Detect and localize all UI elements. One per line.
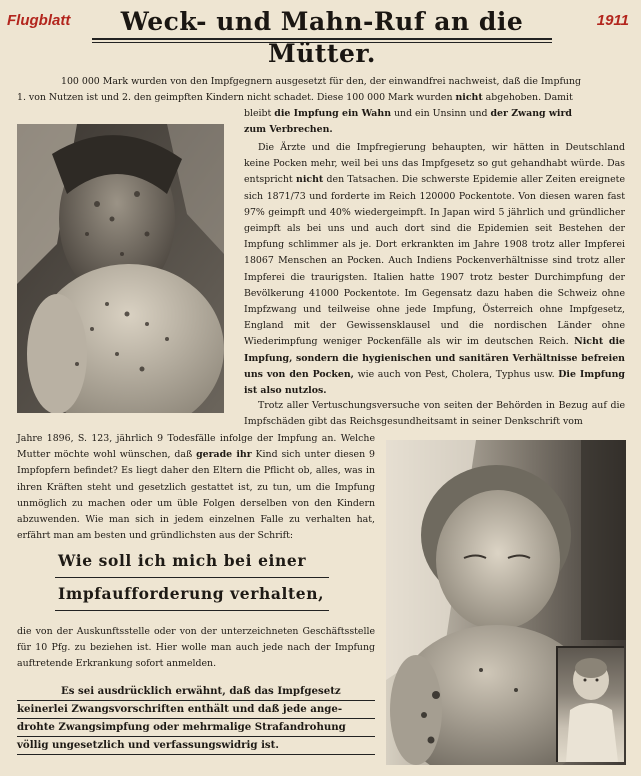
parents-duty-text	[17, 431, 375, 544]
parents-duty-span: Jahre 1896, S. 123, jährlich 9 Todesfälle infolge der Impfung an. Welche Mutter möchte wohl wünschen, daß	[17, 433, 375, 461]
intro-emphasis: der Zwang wird	[490, 108, 572, 119]
intro-line: 100 000 Mark wurden von den Impfgegnern ausgesetzt für den, der einwandfrei nachweist, daß die Impfung	[61, 76, 581, 87]
pamphlet-title-rule	[55, 577, 329, 578]
intro-text: 1. von Nutzen ist und 2. den geimpften Kindern nicht schadet. Diese 100 000 Mark wurden	[17, 92, 456, 104]
legal-notice-line: Es sei ausdrücklich erwähnt, daß das Impfgesetz	[17, 683, 375, 701]
argument-text	[244, 140, 625, 399]
argument-span: Die Ärzte und die Impfregierung behaupten, wir hätten in Deutschland keine Pocken mehr, weil bei uns das Impfgesetz so gut gehandhabt würde. Das entspricht	[244, 142, 625, 186]
argument-emphasis: Nicht die Impfung, sondern die hygienischen und sanitären Verhältnisse befreien uns von den Pocken,	[244, 336, 625, 380]
intro-emphasis: nicht	[455, 92, 483, 104]
cover-up-text: Trotz aller Vertuschungsversuche von seiten der Behörden in Bezug auf die Impfschäden gibt das Reichsgesundheitsamt in seiner Denkschrift vom	[244, 400, 625, 428]
parents-duty-span: Kind sich unter diesen 9 Impfopfern befindet? Es liegt daher den Eltern die Pflicht ob, alles, was in ihren Kräften steht und gesetzlich gestattet ist, zu tun, um die Impfung unmöglich zu machen oder um üble Folgen derselben von den Kindern abzuwenden. Wie man sich in jedem einzelnen Falle zu verhalten hat, erfährt man am besten und gründlichsten aus der Schrift:	[17, 449, 375, 542]
order-info-paragraph	[17, 624, 375, 673]
title-rule-thin	[92, 42, 552, 43]
intro-emphasis: zum Verbrechen.	[244, 124, 333, 136]
parents-duty-emphasis: gerade ihr	[196, 449, 252, 461]
sick-child-photo-drawing	[17, 124, 224, 413]
argument-emphasis: Die Impfung ist also nutzlos.	[244, 368, 625, 397]
intro-text: abgehoben. Damit	[482, 92, 573, 104]
cover-up-paragraph	[244, 398, 625, 430]
intro-text: bleibt	[244, 108, 275, 119]
intro-continuation	[244, 106, 625, 138]
sick-child-photo	[17, 124, 224, 413]
intro-text: und ein Unsinn und	[391, 108, 491, 119]
year-tag: 1911	[596, 12, 629, 29]
intro-line	[17, 90, 625, 106]
argument-span: wie auch von Pest, Cholera, Typhus usw.	[353, 368, 559, 380]
healthy-baby-photo	[556, 646, 624, 762]
legal-notice-line: drohte Zwangsimpfung oder mehrmalige Strafandrohung	[17, 719, 375, 737]
title-rule	[92, 38, 552, 40]
argument-span: den Tatsachen. Die schwerste Epidemie aller Zeiten ereignete sich 1871/73 und forderte im Reich 120000 Pockentote. Von diesen waren fast 97% geimpft und 40% wiedergeimpft. In Japan wird 5 jährlich und gründlicher geimpft als bei uns und auch dort sind die Epidemien seit Bestehen der Impfung schlimmer als je. Dort erkrankten im Jahre 1908 trotz aller Impferei 18067 Menschen an Pocken. Auch Indiens Pockenverhältnisse sind trotz aller Impferei die traurigsten. Italien hatte 1907 trotz bester Durchimpfung der Bevölkerung 41000 Pockentote. Im Gegensatz dazu haben die Schweiz ohne Impfzwang und teilweise ohne jede Impfung, Österreich ohne Impfgesetz, England mit der Gewissensklausel und die nordischen Länder ohne Wiederimpfung weniger Pockenfälle als wir im deutschen Reich.	[244, 174, 625, 348]
healthy-baby-photo-drawing	[558, 648, 624, 762]
intro-line	[244, 106, 625, 122]
flugblatt-tag: Flugblatt	[7, 12, 71, 29]
legal-notice-line: völlig ungesetzlich und verfassungswidrig ist.	[17, 737, 375, 755]
page-title: Weck- und Mahn-Ruf an die Mütter.	[120, 7, 524, 68]
intro-paragraph	[17, 74, 625, 106]
order-info-text: die von der Auskunftsstelle oder von der unterzeichneten Geschäftsstelle für 10 Pfg. zu beziehen ist. Hier wolle man auch jede nach der Impfung auftretende Erkrankung sofort anmelden.	[17, 626, 375, 670]
pamphlet-title-rule	[55, 610, 329, 611]
parents-duty-paragraph	[17, 431, 375, 544]
legal-notice-line: keinerlei Zwangsvorschriften enthält und daß jede ange-	[17, 701, 375, 719]
intro-line	[244, 122, 625, 138]
argument-emphasis: nicht	[296, 174, 324, 186]
pamphlet-title-line2: Impfaufforderung verhalten,	[58, 584, 325, 603]
argument-paragraph	[244, 140, 625, 399]
pamphlet-title-line1: Wie soll ich mich bei einer	[58, 551, 307, 570]
legal-notice	[17, 683, 375, 755]
intro-emphasis: die Impfung ein Wahn	[274, 108, 392, 119]
